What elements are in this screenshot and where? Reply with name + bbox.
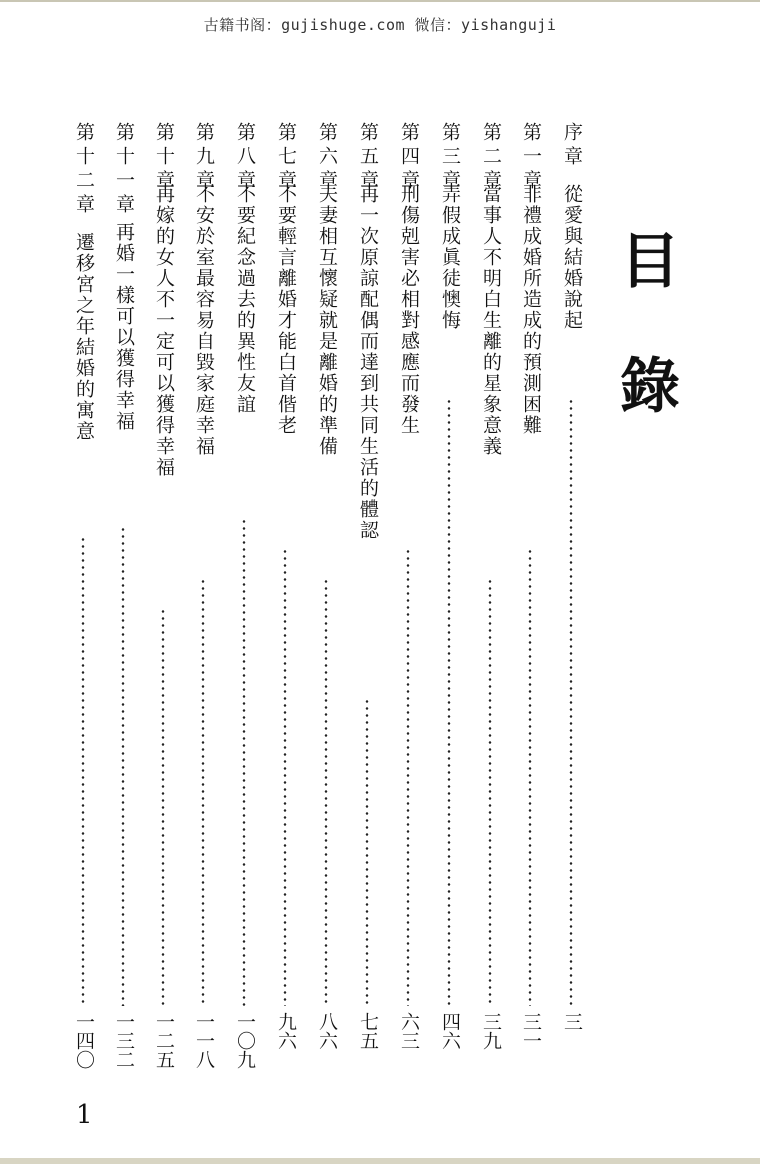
toc-page-number: 一三二 [113,1012,135,1069]
toc-entry [517,122,545,1082]
toc-chapter-label: 第五章 [357,122,379,194]
toc-chapter-label: 第十章 [153,122,175,194]
toc-chapter-label: 第二章 [480,122,502,194]
toc-chapter-label: 第八章 [234,122,256,194]
toc-entry [354,122,382,1082]
toc-heading: 遷移宮之年結婚的寓意 [73,232,95,442]
toc-heading: 再一次原諒配偶而達到共同生活的體認 [357,184,379,541]
toc-dot-leader [364,698,370,1006]
page-number: 1 [76,1100,93,1130]
toc-chapter-label: 第四章 [398,122,420,194]
bottom-border [0,1158,760,1164]
toc-page-number: 六三 [398,1012,420,1050]
toc-entry [436,122,464,1082]
toc-entry [231,122,259,1082]
toc-chapter-label: 第十二章 [73,122,95,218]
toc-page-number: 一〇九 [234,1012,256,1069]
toc-chapter-label: 第六章 [316,122,338,194]
toc-heading: 不安於室最容易自毀家庭幸福 [193,184,215,457]
toc-dot-leader [160,608,166,1006]
toc-dot-leader [120,526,126,1006]
toc-dot-leader [282,548,288,1006]
toc-entry [313,122,341,1082]
toc-entry [150,122,178,1082]
toc-chapter-label: 第一章 [520,122,542,194]
page-title [615,227,685,422]
toc-dot-leader [80,536,86,1006]
watermark: 古籍书阁：gujishuge.com 微信：yishanguji [203,16,557,34]
toc-chapter-label: 第七章 [275,122,297,194]
title-char-2: 錄 [620,352,680,422]
toc-chapter-label: 第三章 [439,122,461,194]
toc-page-number: 三一 [520,1012,542,1050]
toc-entry [558,122,586,1082]
toc-heading: 刑傷剋害必相對感應而發生 [398,184,420,436]
toc-page-number: 一二五 [153,1012,175,1069]
title-char-1: 目 [620,227,680,297]
top-border [0,0,760,2]
toc-page-number: 一一八 [193,1012,215,1069]
toc-heading: 再婚一樣可以獲得幸福 [113,222,135,432]
toc-dot-leader [527,548,533,1006]
toc-dot-leader [568,398,574,1006]
toc-dot-leader [323,578,329,1006]
toc-entry [272,122,300,1082]
toc-heading: 從愛與結婚說起 [561,184,583,331]
toc-heading: 非禮成婚所造成的預測困難 [520,184,542,436]
toc-page-number: 一四〇 [73,1012,95,1069]
toc-chapter-label: 第十一章 [113,122,135,218]
toc-dot-leader [446,398,452,1006]
toc-entry [190,122,218,1082]
toc-entry [70,122,98,1082]
toc-page-number: 七五 [357,1012,379,1050]
toc-page-number: 四六 [439,1012,461,1050]
toc-heading: 再嫁的女人不一定可以獲得幸福 [153,184,175,478]
toc-dot-leader [487,578,493,1006]
toc-heading: 夫妻相互懷疑就是離婚的準備 [316,184,338,457]
toc-heading: 當事人不明白生離的星象意義 [480,184,502,457]
toc-dot-leader [241,518,247,1006]
toc-entry [395,122,423,1082]
toc-dot-leader [200,578,206,1006]
toc-page-number: 三 [561,1012,583,1031]
toc-chapter-label: 第九章 [193,122,215,194]
toc-entry [110,122,138,1082]
toc-entry [477,122,505,1082]
toc-heading: 不要紀念過去的異性友誼 [234,184,256,415]
toc-heading: 弄假成眞徒懊悔 [439,184,461,331]
toc-chapter-label: 序章 [561,122,583,170]
toc-dot-leader [405,548,411,1006]
toc-page-number: 九六 [275,1012,297,1050]
toc-page-number: 三九 [480,1012,502,1050]
toc-page-number: 八六 [316,1012,338,1050]
toc-heading: 不要輕言離婚才能白首偕老 [275,184,297,436]
